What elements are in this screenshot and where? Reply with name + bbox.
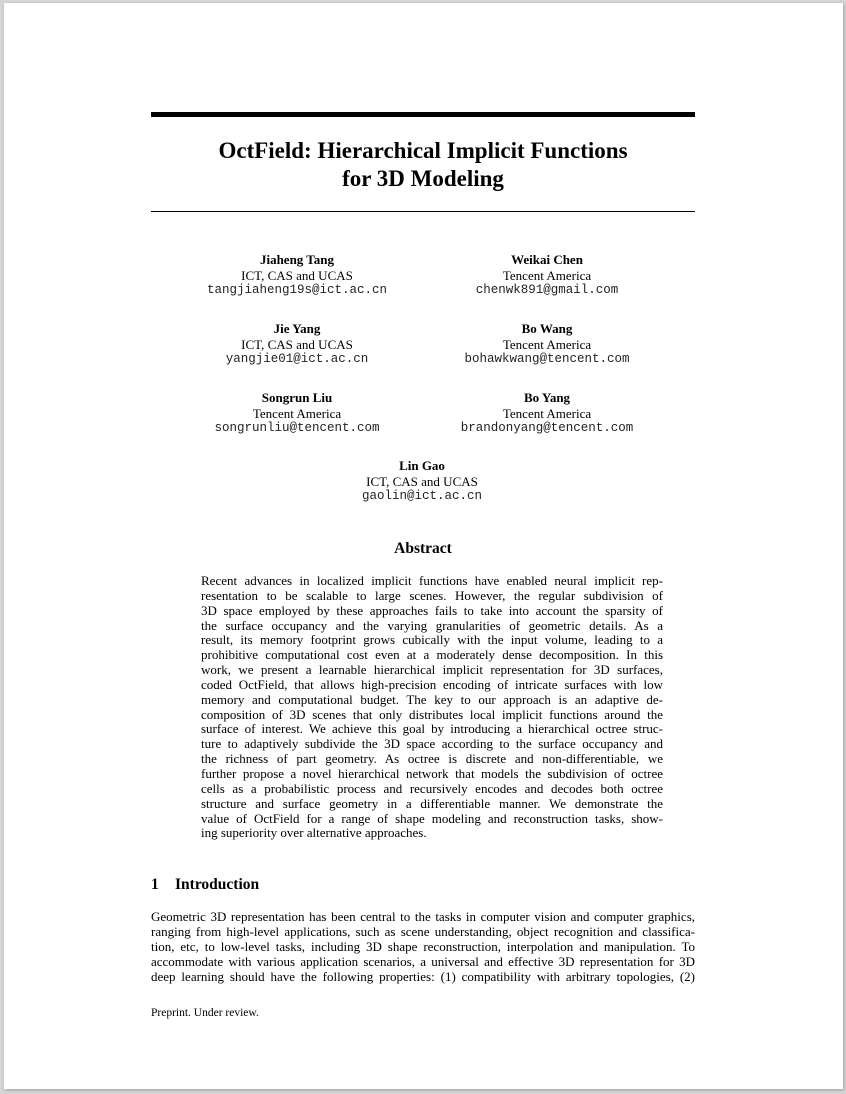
abstract-line: memory and computational budget. The key to our approach is an adaptive de- xyxy=(201,691,663,707)
author-affiliation: Tencent America xyxy=(252,405,342,421)
abstract-line: the richness of part geometry. As octree is discrete and non-differentiable, we xyxy=(201,751,663,767)
author-affiliation: Tencent America xyxy=(502,267,592,283)
title-line-1: OctField: Hierarchical Implicit Functions xyxy=(218,138,628,163)
intro-line: ranging from high-level applications, such as scene understanding, object recognition and classifica- xyxy=(151,923,695,939)
intro-line: Geometric 3D representation has been central to the tasks in computer vision and computer graphics, xyxy=(151,909,695,924)
paper-title xyxy=(151,137,695,193)
abstract-line: value of OctField for a range of shape modeling and reconstruction tasks, show- xyxy=(201,810,663,826)
author-block xyxy=(397,390,697,437)
author-name: Jie Yang xyxy=(273,321,321,336)
intro-line: deep learning should have the following properties: (1) compatibility with arbitrary topologies, (2) xyxy=(151,968,695,984)
title-rule-top xyxy=(151,112,695,117)
abstract-line: coded OctField, that allows high-precision encoding of intricate surfaces with low xyxy=(201,676,663,692)
author-name: Lin Gao xyxy=(399,458,445,473)
abstract-body xyxy=(201,574,663,841)
author-name: Bo Wang xyxy=(521,321,573,336)
author-name: Weikai Chen xyxy=(511,252,583,267)
intro-line: tion, etc, to low-level tasks, including 3D shape reconstruction, interpolation and manipulation. To xyxy=(151,938,695,954)
abstract-line: further propose a novel hierarchical network that models the subdivision of octree xyxy=(201,765,663,781)
author-email[interactable]: bohawkwang@tencent.com xyxy=(464,352,630,366)
section-number: 1 xyxy=(151,876,159,893)
author-affiliation: ICT, CAS and UCAS xyxy=(366,473,478,489)
title-line-2: for 3D Modeling xyxy=(342,166,504,191)
abstract-line: work, we present a learnable hierarchical implicit representation for 3D surfaces, xyxy=(201,662,663,678)
abstract-heading: Abstract xyxy=(394,540,452,557)
abstract-line: Recent advances in localized implicit functions have enabled neural implicit rep- xyxy=(201,573,663,588)
author-email[interactable]: gaolin@ict.ac.cn xyxy=(361,489,483,503)
section-heading-introduction xyxy=(151,876,259,894)
introduction-body xyxy=(151,910,695,985)
paper-page xyxy=(4,3,843,1089)
author-name: Jiaheng Tang xyxy=(259,252,335,267)
abstract-line: surface of interest. We achieve this goal by introducing a hierarchical octree struc- xyxy=(201,721,663,737)
abstract-line: composition of 3D scenes that only distributes local implicit functions around the xyxy=(201,706,663,722)
author-email[interactable]: yangjie01@ict.ac.cn xyxy=(225,352,369,366)
author-name: Songrun Liu xyxy=(261,390,333,405)
author-email[interactable]: songrunliu@tencent.com xyxy=(214,421,380,435)
abstract-line: 3D space employed by these approaches fails to take into account the sparsity of xyxy=(201,602,663,618)
author-block xyxy=(397,252,697,299)
abstract-line: cells as a probabilistic process and recursively encodes and decodes both octree xyxy=(201,780,663,796)
author-affiliation: ICT, CAS and UCAS xyxy=(241,336,353,352)
author-name: Bo Yang xyxy=(523,390,571,405)
author-affiliation: Tencent America xyxy=(502,405,592,421)
author-block xyxy=(397,321,697,368)
author-block xyxy=(272,458,572,505)
section-title: Introduction xyxy=(175,876,260,893)
title-rule-bottom xyxy=(151,211,695,212)
abstract-line: result, its memory footprint grows cubically with the input volume, leading to a xyxy=(201,632,663,648)
abstract-line: ing superiority over alternative approaches. xyxy=(201,825,427,841)
abstract-line: the surface occupancy and the varying granularities of geometric details. As a xyxy=(201,617,663,633)
author-email[interactable]: tangjiaheng19s@ict.ac.cn xyxy=(206,283,388,297)
author-affiliation: ICT, CAS and UCAS xyxy=(241,267,353,283)
abstract-line: structure and surface geometry in a differentiable manner. We demonstrate the xyxy=(201,795,663,811)
preprint-footer: Preprint. Under review. xyxy=(151,1007,259,1019)
author-affiliation: Tencent America xyxy=(502,336,592,352)
abstract-line: ture to adaptively subdivide the 3D space according to the surface occupancy and xyxy=(201,736,663,752)
author-email[interactable]: brandonyang@tencent.com xyxy=(460,421,634,435)
author-email[interactable]: chenwk891@gmail.com xyxy=(475,283,619,297)
abstract-line: resentation to be scalable to large scenes. However, the regular subdivision of xyxy=(201,587,663,603)
intro-line: accommodate with various application scenarios, a universal and effective 3D representation for 3D xyxy=(151,953,695,969)
abstract-line: prohibitive computational cost even at a moderately dense decomposition. In this xyxy=(201,647,663,663)
